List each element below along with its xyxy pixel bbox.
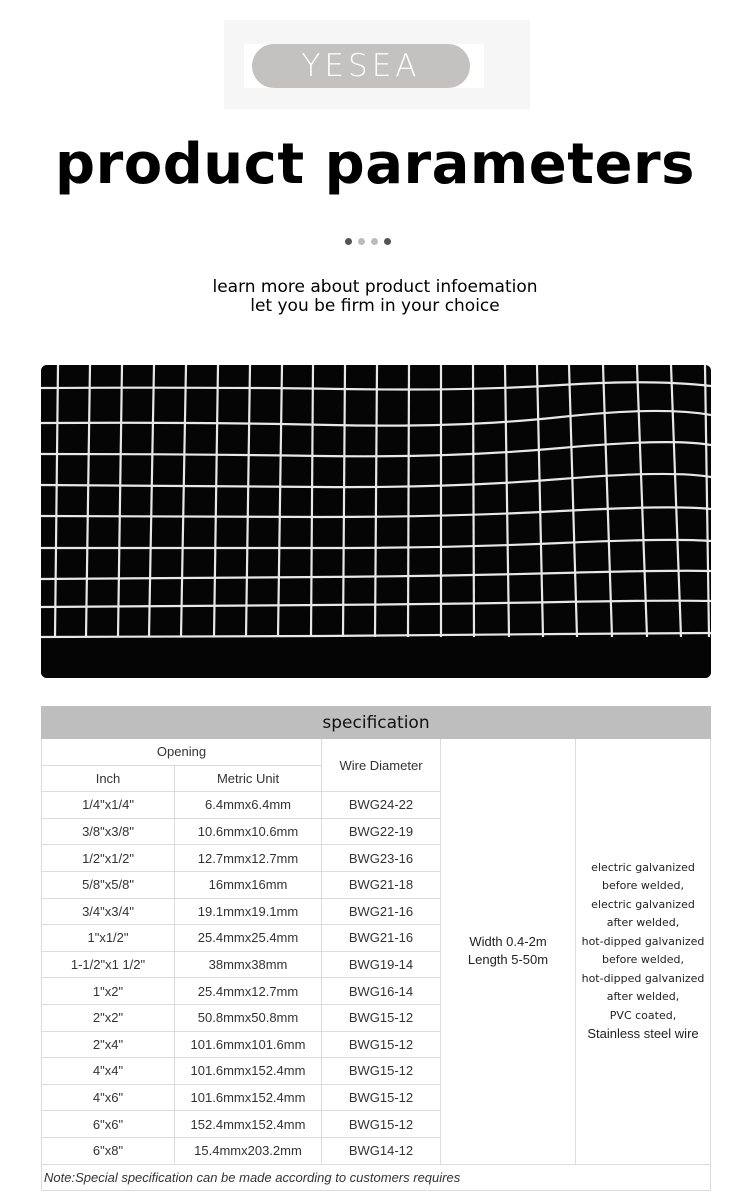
metric-cell: 101.6mmx152.4mm — [175, 1084, 322, 1111]
length-range: Length 5-50m — [467, 952, 549, 968]
metric-cell: 16mmx16mm — [175, 871, 322, 898]
bwg-cell: BWG15-12 — [322, 1058, 441, 1085]
inch-cell: 2"x2" — [42, 1004, 175, 1031]
metric-cell: 50.8mmx50.8mm — [175, 1004, 322, 1031]
wire-mesh-graphic — [41, 365, 711, 678]
dot-icon — [345, 238, 352, 245]
treatment-item: Stainless steel wire — [587, 1026, 699, 1042]
surface-treatment-cell — [576, 739, 711, 1165]
metric-cell: 38mmx38mm — [175, 951, 322, 978]
bwg-cell: BWG24-22 — [322, 792, 441, 819]
width-range: Width 0.4-2m — [469, 934, 547, 950]
subtitle-line-2: let you be firm in your choice — [250, 296, 500, 316]
bwg-cell: BWG22-19 — [322, 818, 441, 845]
bwg-cell: BWG21-16 — [322, 925, 441, 952]
inch-cell: 6"x8" — [42, 1137, 175, 1164]
logo-container — [224, 20, 530, 109]
bwg-cell: BWG16-14 — [322, 978, 441, 1005]
note-row — [42, 1164, 711, 1191]
treatment-item: PVC coated, — [609, 1008, 677, 1022]
brand-logo: YESEA — [252, 44, 470, 88]
note-text: Note:Special specification can be made according to customers requires — [42, 1164, 711, 1191]
metric-cell: 101.6mmx152.4mm — [175, 1058, 322, 1085]
spec-title-row — [42, 707, 711, 739]
treatment-item: electric galvanized before welded, — [591, 860, 695, 893]
inch-cell: 4"x6" — [42, 1084, 175, 1111]
dot-icon — [358, 238, 365, 245]
treatment-item: electric galvanized after welded, — [591, 897, 695, 930]
metric-header: Metric Unit — [175, 765, 322, 792]
metric-cell: 152.4mmx152.4mm — [175, 1111, 322, 1138]
bwg-cell: BWG23-16 — [322, 845, 441, 872]
bwg-cell: BWG15-12 — [322, 1004, 441, 1031]
metric-cell: 25.4mmx25.4mm — [175, 925, 322, 952]
inch-cell: 2"x4" — [42, 1031, 175, 1058]
treatment-item: hot-dipped galvanized after welded, — [581, 971, 705, 1004]
decorative-dots — [345, 238, 391, 245]
bwg-cell: BWG21-16 — [322, 898, 441, 925]
inch-cell: 3/8"x3/8" — [42, 818, 175, 845]
inch-cell: 1"x1/2" — [42, 925, 175, 952]
metric-cell: 15.4mmx203.2mm — [175, 1137, 322, 1164]
metric-cell: 12.7mmx12.7mm — [175, 845, 322, 872]
bwg-cell: BWG14-12 — [322, 1137, 441, 1164]
metric-cell: 10.6mmx10.6mm — [175, 818, 322, 845]
dot-icon — [371, 238, 378, 245]
wire-diameter-header: Wire Diameter — [322, 739, 441, 792]
wire-mesh-photo — [41, 365, 711, 678]
bwg-cell: BWG15-12 — [322, 1084, 441, 1111]
size-cell — [441, 739, 576, 1165]
specification-table — [41, 706, 711, 1191]
header-row-1 — [42, 739, 711, 766]
page-title: product parameters — [55, 132, 695, 197]
spec-title: specification — [42, 707, 711, 739]
inch-cell: 5/8"x5/8" — [42, 871, 175, 898]
inch-cell: 1/2"x1/2" — [42, 845, 175, 872]
inch-cell: 1"x2" — [42, 978, 175, 1005]
inch-cell: 3/4"x3/4" — [42, 898, 175, 925]
inch-cell: 1/4"x1/4" — [42, 792, 175, 819]
metric-cell: 19.1mmx19.1mm — [175, 898, 322, 925]
inch-cell: 4"x4" — [42, 1058, 175, 1085]
inch-cell: 1-1/2"x1 1/2" — [42, 951, 175, 978]
inch-header: Inch — [42, 765, 175, 792]
bwg-cell: BWG21-18 — [322, 871, 441, 898]
subtitle — [0, 278, 750, 316]
metric-cell: 25.4mmx12.7mm — [175, 978, 322, 1005]
dot-icon — [384, 238, 391, 245]
opening-header: Opening — [42, 739, 322, 766]
metric-cell: 6.4mmx6.4mm — [175, 792, 322, 819]
treatment-item: hot-dipped galvanized before welded, — [581, 934, 705, 967]
bwg-cell: BWG19-14 — [322, 951, 441, 978]
bwg-cell: BWG15-12 — [322, 1111, 441, 1138]
logo-backdrop — [244, 44, 484, 88]
bwg-cell: BWG15-12 — [322, 1031, 441, 1058]
metric-cell: 101.6mmx101.6mm — [175, 1031, 322, 1058]
inch-cell: 6"x6" — [42, 1111, 175, 1138]
subtitle-line-1: learn more about product infoemation — [212, 277, 538, 297]
